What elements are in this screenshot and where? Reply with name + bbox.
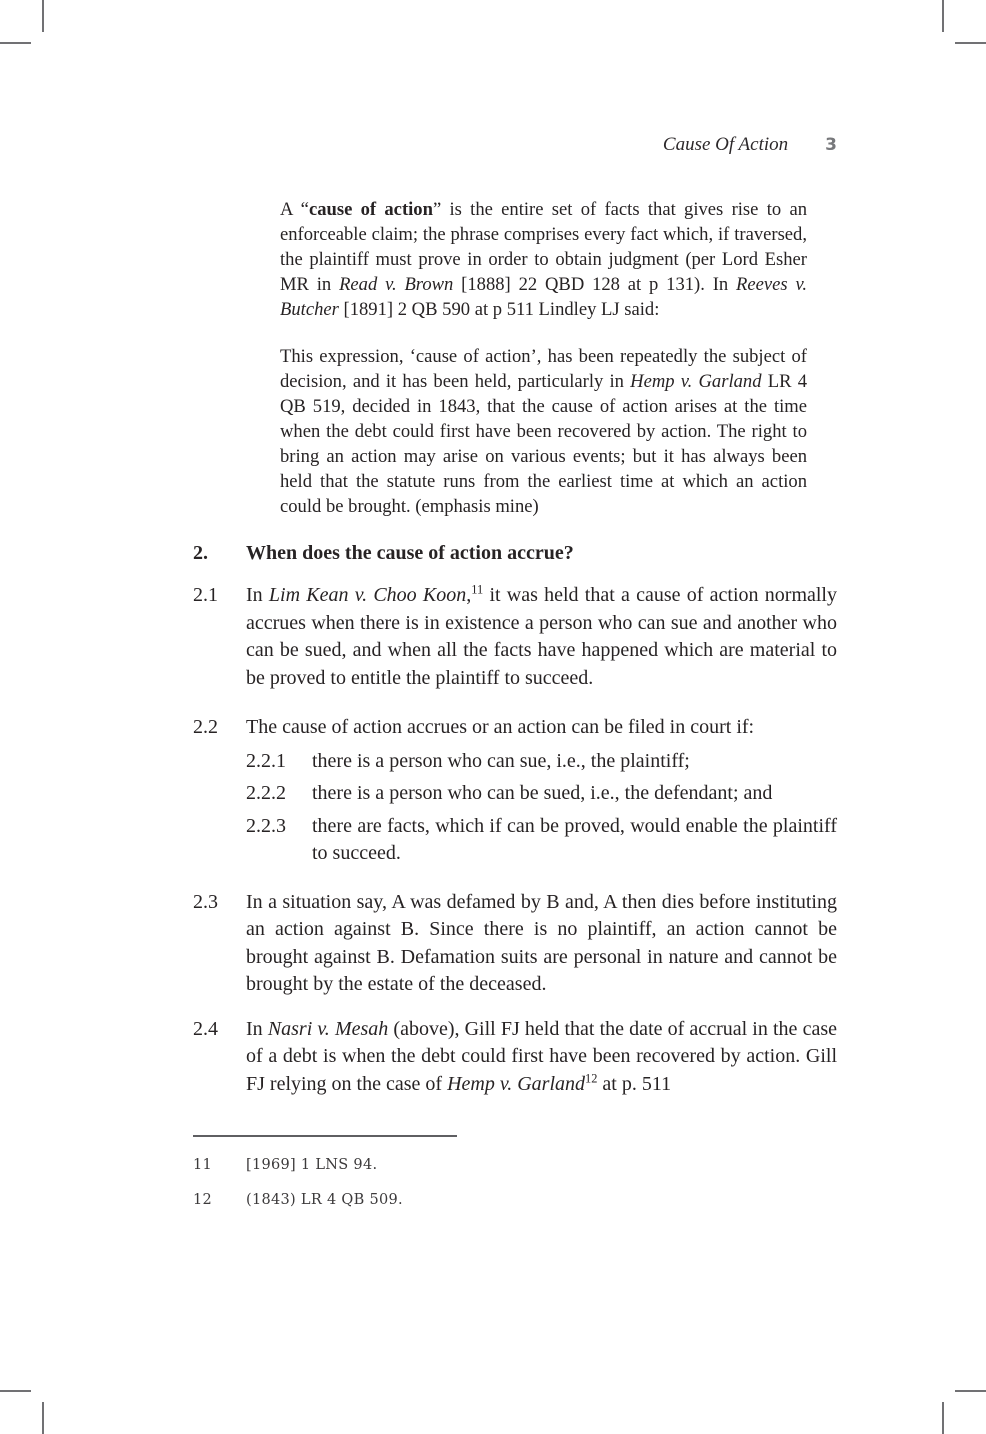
subparagraph-2-2-2	[246, 780, 837, 808]
crop-mark-bottom-left-vertical	[42, 1402, 44, 1434]
crop-mark-top-right-horizontal	[955, 42, 986, 44]
paragraph-text: In Lim Kean v. Choo Koon,$^{11}$ it was held that a cause of action normally accrues when there is in existence a person who can sue and another who can be sued, and when all the facts have happened which are material to be proved to entitle the plaintiff to succeed.	[246, 582, 837, 689]
subparagraph-number: 2.2.1	[246, 749, 286, 772]
crop-mark-bottom-right-horizontal	[955, 1390, 986, 1392]
footnote-divider	[193, 1135, 457, 1137]
paragraph-2-4	[193, 1016, 837, 1099]
paragraph-text: The cause of action accrues or an action can be filed in court if:	[246, 716, 755, 738]
footnote-11	[193, 1156, 837, 1175]
crop-mark-bottom-right-vertical	[942, 1402, 944, 1434]
paragraph-text: In Nasri v. Mesah (above), Gill FJ held that the date of accrual in the case of a debt is when the debt could first have been recovered by action. Gill FJ relying on the case of Hemp v. Garland$^{12}$ at p. 511	[246, 1017, 837, 1095]
crop-mark-top-left-horizontal	[0, 42, 31, 44]
footnote-number: 11	[193, 1157, 213, 1173]
paragraph-text: In a situation say, A was defamed by B and, A then dies before instituting an action against B. Since there is no plaintiff, an action cannot be brought against B. Defamation suits are personal in nature and cannot be brought by the estate of the deceased.	[246, 890, 837, 995]
crop-mark-top-left-vertical	[42, 0, 44, 32]
block-quote: This expression, ‘cause of action’, has been repeatedly the subject of decision, and it has been held, particularly in Hemp v. Garland LR 4 QB 519, decided in 1843, that the cause of action arises at the time when the debt could first have been recovered by action. The right to bring an action may arise on various events; but it has always been held that the statute runs from the earliest time at which an action could be brought. (emphasis mine)	[280, 346, 807, 517]
section-heading	[193, 540, 837, 567]
subparagraph-number: 2.2.3	[246, 814, 286, 837]
paragraph-number: 2.1	[193, 584, 218, 606]
footnote-text: (1843) LR 4 QB 509.	[246, 1192, 403, 1208]
paragraph-number: 2.3	[193, 890, 218, 913]
subparagraph-2-2-1	[246, 748, 837, 776]
section-heading-text: When does the cause of action accrue?	[246, 542, 574, 564]
paragraph-number: 2.2	[193, 716, 218, 738]
page-number: 3	[825, 135, 837, 155]
subparagraph-text: there are facts, which if can be proved, would enable the plaintiff to succeed.	[312, 814, 837, 864]
subparagraph-text: there is a person who can be sued, i.e., the defendant; and	[312, 782, 773, 804]
subparagraph-2-2-3	[246, 813, 837, 868]
running-header-title: Cause Of Action	[662, 134, 789, 155]
paragraph-2-1	[193, 582, 837, 692]
crop-mark-top-right-vertical	[942, 0, 944, 32]
paragraph-number: 2.4	[193, 1017, 218, 1040]
page-body	[193, 0, 837, 1210]
footnote-text: [1969] 1 LNS 94.	[246, 1157, 378, 1173]
section-heading-number: 2.	[193, 542, 208, 564]
paragraph-2-2	[193, 714, 837, 742]
crop-mark-bottom-left-horizontal	[0, 1390, 31, 1392]
intro-paragraph: A “cause of action” is the entire set of facts that gives rise to an enforceable claim; the phrase comprises every fact which, if traversed, the plaintiff must prove in order to obtain judgment (per Lord Esher MR in Read v. Brown [1888] 22 QBD 128 at p 131). In Reeves v. Butcher [1891] 2 QB 590 at p 511 Lindley LJ said:	[280, 199, 807, 320]
subparagraph-number: 2.2.2	[246, 782, 286, 804]
paragraph-2-3	[193, 889, 837, 999]
subparagraph-text: there is a person who can sue, i.e., the plaintiff;	[312, 749, 690, 772]
footnote-number: 12	[193, 1192, 213, 1208]
footnote-12	[193, 1191, 837, 1210]
